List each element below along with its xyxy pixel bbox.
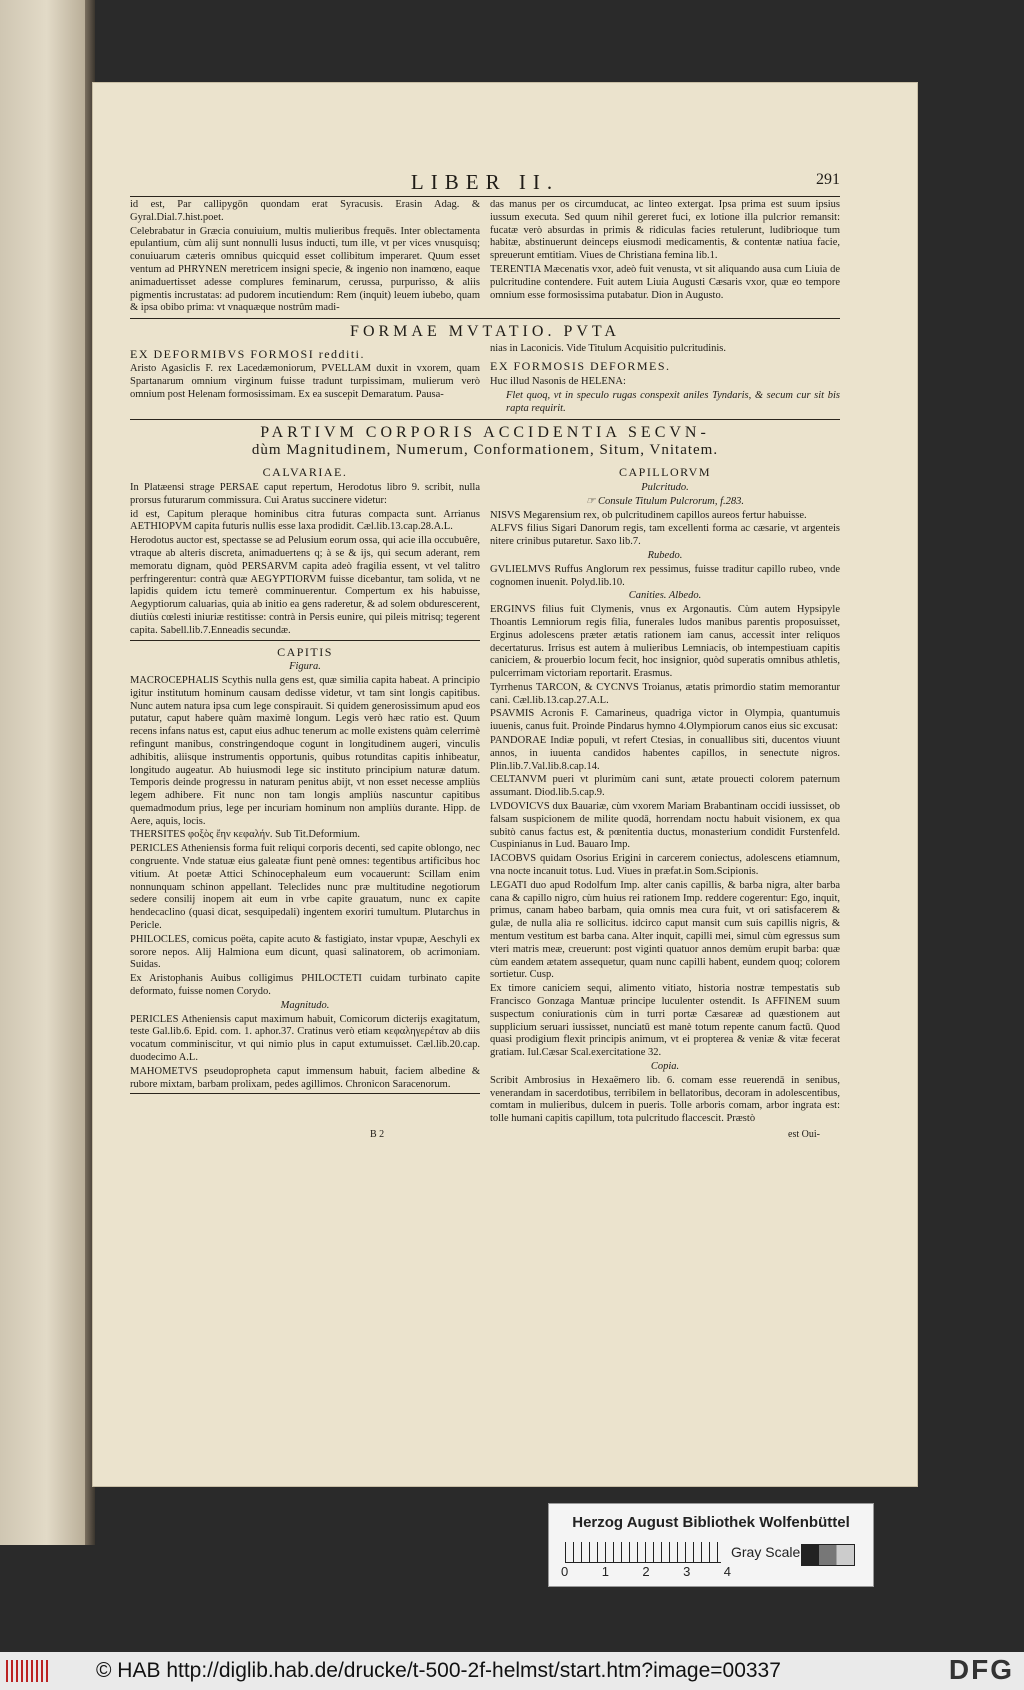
paragraph: MAHOMETVS pseudopropheta caput immensum habuit, faciem albedine & rubore mixtam, barbam prolixam, pedes agillimos. Chronicon Saracenorum. (130, 1065, 480, 1090)
divider (130, 1093, 480, 1094)
section-subtitle: dùm Magnitudinem, Numerum, Conformationem, Situm, Vnitatem. (251, 442, 719, 459)
paragraph: Herodotus auctor est, spectasse se ad Pelusium eorum ossa, qui acie illa occubuêre, vtraque ab alteris discreta, animaduertens q; à se & ijs, qui secum aderant, rem memoratu dignam, quòd PERSARVM capita adeò fragilia essent, vt vel talitro perfringerentur: contrà quæ AEGYPTIORVM fuisse dicebantur, tam solida, vt ne lapidis quidem ictu temerè comminuerentur. Compertum ex his habuisse, Aegyptiorum caluarias, quia ab initio ea gens raderetur, & ad solem obdurescerent, diutiùs cœlesti iniuriæ restitisse: contrà in Persis eunire, qui pileis mitrisq; tegerent capita. Sabell.lib.7.Enneadis secundæ. (130, 535, 480, 636)
paragraph: THERSITES φοξὸς ἔην κεφαλήν. Sub Tit.Deformium. (130, 829, 360, 841)
formae-left (130, 343, 480, 417)
subheading: CAPILLORVM (618, 465, 712, 480)
paragraph: Scribit Ambrosius in Hexaëmero lib. 6. comam esse reuerendā in senibus, venerandam in sacerdotibus, terribilem in bellatoribus, decoram in adolescentibus, comtam in mulieribus, dulcem in pueris. Tolle arboris comam, arbor ingrata est: tolle humani capitis capillum, tota pulcritudo flaccescit. Præstò (490, 1074, 840, 1125)
subheading: EX FORMOSIS DEFORMES. (490, 359, 671, 374)
subheading: EX DEFORMIBVS FORMOSI redditi. (130, 346, 366, 361)
paragraph: LVDOVICVS dux Bauariæ, cùm vxorem Mariam Brabantinam occidi iussisset, ob falsam suspicionem de milite quodā, horrendam noctu habuit visionem, ex qua subitò canus factus est, & pœnitentia ductus, monasterium condidit Furstenfeld. Cuspinianus in Lud. Bauaro Imp. (490, 801, 840, 851)
color-scale-card (548, 1503, 874, 1587)
ruler-number: 0 (561, 1564, 569, 1579)
verse: Flet quoq, vt in speculo rugas conspexit aniles Tyndaris, & secum cur sit bis rapta requirit. (506, 389, 840, 414)
ruler-numbers (561, 1564, 731, 1579)
dfg-logo: DFG (948, 1654, 1014, 1685)
subheading-italic: Magnitudo. (280, 999, 330, 1011)
paragraph: id est, Par callipygōn quondam erat Syracusis. Erasin Adag. & Gyral.Dial.7.hist.poet. (130, 199, 480, 223)
viewer-footer (0, 1652, 1024, 1690)
paragraph: ALFVS filius Sigari Danorum regis, tam excellenti forma ac cæsarie, vt argenteis nitere crinibus putaretur. Saxo lib.7. (490, 523, 840, 548)
book-page (92, 82, 918, 1487)
catchword: est Oui- (788, 1128, 820, 1140)
paragraph: PERICLES Atheniensis caput maximum habuit, Comicorum dicterijs exagitatum, teste Gal.lib.6. Epid. com. 1. aphor.37. Cratinus verò etiam κεφαληγερέταν ab diis vocatum comminiscitur, vt qui nimio plus in caput extumuisset. Cæl.lib.20.cap. duodecimo A.L. (130, 1013, 480, 1064)
signature-mark: B 2 (370, 1128, 385, 1140)
cross-reference: ☞ Consule Titulum Pulcrorum, f.283. (585, 495, 745, 507)
intro-left (130, 199, 480, 316)
catchword-line (130, 1127, 840, 1141)
main-left (130, 461, 480, 1127)
paragraph: Aristo Agasiclis F. rex Lacedæmoniorum, PVELLAM duxit in vxorem, quam Spartanarum omnium virginum fuisse tradunt turpissimam, mulierum verò omnium post Helenam formosissimam. Ex ea suscepit Demaratum. Pausa- (130, 363, 480, 400)
hab-logo-icon (6, 1660, 48, 1682)
paragraph: CELTANVM pueri vt plurimùm cani sunt, ætate prouecti colorem paternum assumant. Diod.lib.5.cap.9. (490, 774, 840, 799)
paragraph: LEGATI duo apud Rodolfum Imp. alter canis capillis, & barba nigra, alter barba cana & capillo nigro, cùm huius rei rationem Imp. reddere cogerentur: Ego, inquit, primus, canam habeo barbam, quia omnis mea cura fuit, vt ori satisfacerem & gulæ, de nulla alia re sollicitus. idcirco caput mansit cum suis capillis nigris, & mentum vestitum est barba cana. Alter inquit, capilli mei, simul cùm egressus sum vteri matris meæ, creuerunt: post viginti quatuor annos demùm erupit barba: quæ cùm eandem ætatem assequetur, quam nunc capilli habent, eundem quoq; colorem sortietur. Cusp. (490, 879, 840, 981)
paragraph: das manus per os circumducat, ac linteo extergat. Ipsa prima est suum ipsius iussum executa. Sed quum nihil gereret fuci, ex lotione illa pulcrior remansit: fucatæ verò absurdas in primis & ridiculas facies retulerunt, ludibrioque tum habitæ, abstinuerunt deinceps eiusmodi medicamentis, & contentæ natiua facie, spreuerunt emtitiam. Viues de Christiana femina lib.1. (490, 199, 840, 262)
ruler (565, 1542, 721, 1563)
paragraph: nias in Laconicis. Vide Titulum Acquisitio pulcritudinis. (490, 342, 727, 354)
paragraph: PSAVMIS Acronis F. Camarineus, quadriga victor in Olympia, quantumuis iuuenis, canus fuit. Proinde Pindarus hymno 4.Olympiorum canos eius sic excusat: (490, 708, 840, 733)
subheading-italic: Copia. (650, 1061, 680, 1072)
paragraph: Ex Aristophanis Auibus colligimus PHILOCTETI cuidam turbinato capite deformato, fuisse nomen Corydo. (130, 973, 480, 998)
subheading-italic: Figura. (289, 661, 321, 673)
main-columns (130, 461, 840, 1127)
permalink[interactable]: © HAB http://diglib.hab.de/drucke/t-500-2f-helmst/start.htm?image=00337 (96, 1659, 781, 1682)
paragraph: ERGINVS filius fuit Clymenis, vnus ex Argonautis. Cùm autem Hypsipyle Thoantis Lemniorum regis filia, funerales ludos manibus parentis proposuisset, Erginus adolescens præter ætatis rationem iam canus, accessit inter reliquos decertaturus. Irrisus est autem à mulieribus Lemniacis, ob intempestiuam capitis caniciem, & prouerbio locum fecit, hoc insignior, quòd superatis omnibus athletis, pulcerrimam victoriam reportarit. Erasmus. (490, 604, 840, 680)
intro-right (490, 199, 840, 316)
divider (130, 640, 480, 641)
paragraph: PHILOCLES, comicus poëta, capite acuto & fastigiato, instar vpupæ, Aeschyli ex sorore nepos. Alij Halmiona eum dicunt, quasi salinatorem, ob acrimoniam. Suidas. (130, 933, 480, 971)
gray-scale-swatch (801, 1544, 855, 1566)
gray-scale-label: Gray Scale (731, 1544, 801, 1560)
paragraph: id est, Capitum pleraque hominibus citra futuras compacta sunt. Arrianus AETHIOPVM capita futuris nullis esse laxa prodidit. Cæl.lib.13.cap.28.A.L. (130, 508, 480, 533)
formae-columns (130, 343, 840, 417)
paragraph: PANDORAE Indiæ populi, vt refert Ctesias, in conuallibus siti, ducentos viuunt annos, in iuuenta candidos habentes capillos, in senectute nigros. Plin.lib.7.Val.lib.8.cap.14. (490, 735, 840, 772)
page-title: LIBER II. (410, 170, 560, 194)
intro-columns (130, 199, 840, 316)
paragraph: In Platæensi strage PERSAE caput repertum, Herodotus libro 9. scribit, nulla prorsus futurarum commissura. Cui Aratus succinere videtur: (130, 481, 480, 506)
divider (130, 318, 840, 319)
paragraph: MACROCEPHALIS Scythis nulla gens est, quæ similia capita habeat. A principio igitur institutum hominum causam dedisse videtur, vt tam sint longis capitibus. Nunc autem natura ipsa cum lege conspirauit. Si quidem generosissimum apud eos putatur, caput habere quàm maximè longum. Legis verò hæc ratio est. Quum recens infans natus est, caput eius adhuc tenerum ac molle existens quàm celerrimè refingunt manibus, constringendoque cogunt in longitudinem augeri, vinculis adhibitis, aliisque instrumentis opportunis, quibus rotunditas capitis inhibeatur, longitudo augeatur. Ab huiusmodi lege sic instituto principium naturæ datum. Temporis deinde progressu in naturam penitus abijt, vt non esset necesse ampliùs legem adhibere. Fit nunc non tam longis ampliùs nascuntur capitibus quemadmodum prius, lege per incuriam hominum non ampliùs durante. Hipp. de Aere, aquis, locis. (130, 674, 480, 827)
subheading-italic: Canities. Albedo. (628, 590, 702, 602)
previous-page-edge (0, 0, 85, 1545)
paragraph: Huc illud Nasonis de HELENA: (490, 376, 626, 388)
paragraph: Tyrrhenus TARCON, & CYCNVS Troianus, ætatis primordio statim memorantur cani. Cæl.lib.13.cap.27.A.L. (490, 681, 840, 706)
formae-right (490, 343, 840, 417)
ruler-number: 3 (683, 1564, 691, 1579)
section-title-formae: FORMAE MVTATIO. PVTA (350, 323, 620, 341)
paragraph: PERICLES Atheniensis forma fuit reliqui corporis decenti, sed capite oblongo, nec congruente. Vnde statuæ eius galeatæ fiunt penè omnes: tegentibus artificibus hoc vitium. At poetæ Attici Schinocephaleum eum vocauerunt: Scillam enim nonnunquam schinon appellant. Teleclides nunc præ multitudine negotiorum sedere consilij inopem ait eum in vrbe capite grauatum, nunc ex capite hendecaclino (quasi dicat, sesquipedali) ingentem exoriri tumultum. Plutarchus in Pericle. (130, 843, 480, 932)
paragraph: IACOBVS quidam Osorius Erigini in carcerem coniectus, adolescens etiamnum, vna nocte incanuit totus. Lud. Viues in præfat.in Som.Scipionis. (490, 853, 840, 878)
subheading: CAPITIS (277, 644, 333, 659)
section-title-partium: PARTIVM CORPORIS ACCIDENTIA SECVN- (260, 423, 710, 441)
page-number: 291 (816, 171, 840, 188)
ruler-number: 1 (601, 1564, 609, 1579)
paragraph: Ex timore caniciem sequi, alimento vitiato, historia nostræ tempestatis sub Francisco Gonzaga Mantuæ principe luculenter ostendit. Is AFFINEM suum suspectum coniurationis cùm in turri portæ Cæsareæ ad quæstionem aut supplicium seruari iussisset, nunciatū est manè totum repente canum factū. Quod quasi prodigium flexit principis animum, vt ei propterea & veniæ & vitæ fecerat gratiam. Iul.Cæsar Scal.exercitatione 32. (490, 983, 840, 1059)
ruler-number: 2 (642, 1564, 650, 1579)
divider (130, 196, 840, 197)
divider (130, 419, 840, 420)
paragraph: GVLIELMVS Ruffus Anglorum rex pessimus, fuisse traditur capillo rubeo, vnde cognomen inuenit. Polyd.lib.10. (490, 563, 840, 588)
page-text-block (130, 170, 840, 1141)
main-right (490, 461, 840, 1127)
paragraph: NISVS Megarensium rex, ob pulcritudinem capillos aureos fertur habuisse. (490, 509, 807, 521)
paragraph: Celebrabatur in Græcia conuiuium, multis mulieribus frequēs. Inter oblectamenta epulantium, cùm alij sunt nonnulli lusus inducti, tum ille, vt per vices vnusquisq; conuiuarum cæteris omnibus quicquid esset collibitum imperaret. Quum esset ventum ad PHRYNEN meretricem insigni specie, & ingenio non inamœno, eaque animaduertisset adesse complures feminarum, cerussa, purpurisso, & aliis pigmentis incrustatas: ad pudorem incutiendum: Rem (inquit) leuem iubebo, quam & ipsa obibo prima: vt vnaquæque nostrûm madi- (130, 225, 480, 314)
paragraph: TERENTIA Mæcenatis vxor, adeò fuit venusta, vt sit aliquando ausa cum Liuia de pulcritudine contendere. Fuit autem Liuia Augusti Cæsaris vxor, quæ eo tempore omnium esse formosissima putabatur. Dion in Augusto. (490, 263, 840, 301)
library-name: Herzog August Bibliothek Wolfenbüttel (572, 1514, 850, 1531)
subheading: CALVARIAE. (262, 465, 348, 480)
subheading-italic: Pulcritudo. (641, 481, 689, 493)
subheading-italic: Rubedo. (647, 549, 683, 561)
running-head (130, 170, 840, 194)
ruler-number: 4 (723, 1564, 731, 1579)
